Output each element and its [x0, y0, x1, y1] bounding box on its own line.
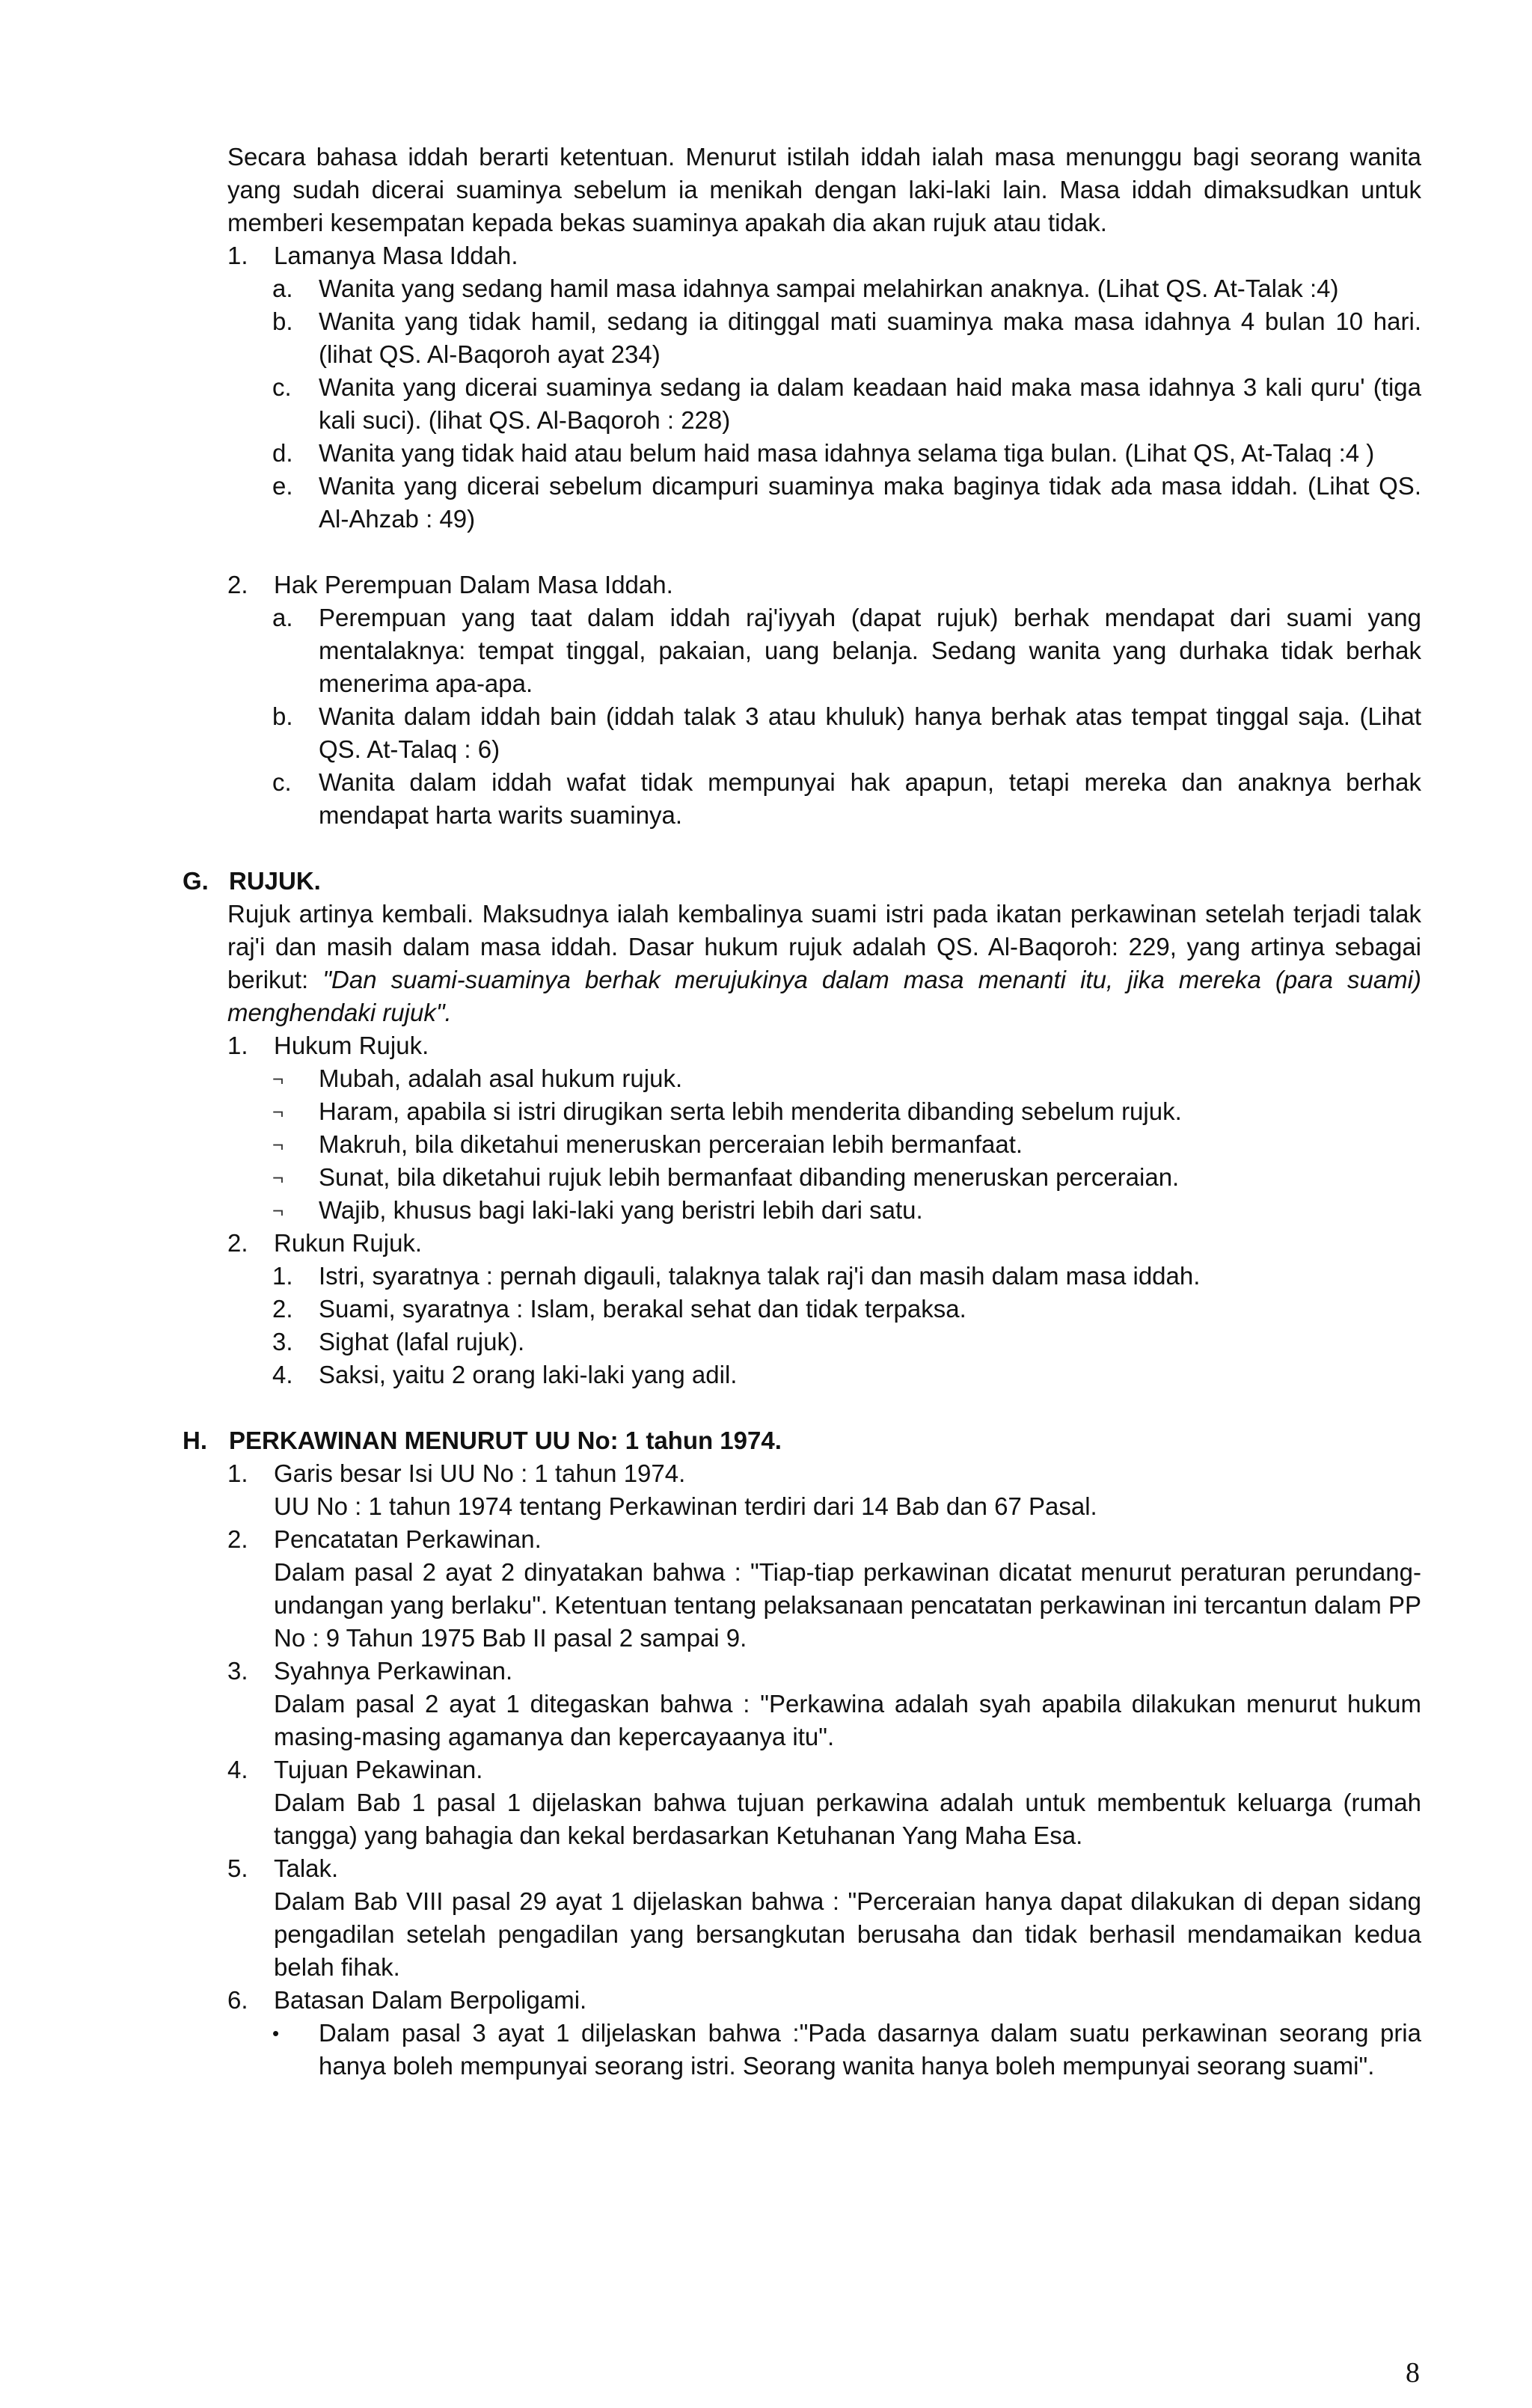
iddah-item-1	[227, 239, 1421, 272]
list-number: 2.	[227, 1229, 248, 1257]
list-item	[272, 1161, 1421, 1194]
section-letter: H.	[183, 1427, 207, 1454]
list-body	[274, 1457, 1421, 1523]
list-text: Dalam pasal 2 ayat 1 ditegaskan bahwa : "Perkawina adalah syah apabila dilakukan menurut hukum masing-masing agamanya dan kepercayaanya itu".	[274, 1690, 1421, 1750]
list-title: Tujuan Pekawinan.	[274, 1756, 483, 1783]
list-text: Wanita yang dicerai sebelum dicampuri suaminya maka baginya tidak ada masa iddah. (Lihat QS. Al-Ahzab : 49)	[319, 472, 1421, 533]
list-label: c.	[272, 373, 292, 401]
list-item	[272, 1260, 1421, 1293]
list-text: UU No : 1 tahun 1974 tentang Perkawinan terdiri dari 14 Bab dan 67 Pasal.	[274, 1492, 1097, 1520]
list-text: Dalam Bab VIII pasal 29 ayat 1 dijelaskan bahwa : "Perceraian hanya dapat dilakukan di depan sidang pengadilan setelah pengadilan yang bersangkutan berusaha dan tidak berhasil mendamaikan kedua belah fihak.	[274, 1887, 1421, 1981]
list-text: Wanita dalam iddah wafat tidak mempunyai hak apapun, tetapi mereka dan anaknya berhak mendapat harta warits suaminya.	[319, 768, 1421, 829]
list-item	[272, 1194, 1421, 1227]
list-number: 1.	[227, 242, 248, 269]
hukum-rujuk-list	[272, 1062, 1421, 1227]
list-item	[272, 2017, 1421, 2083]
list-item	[272, 470, 1421, 536]
list-body	[274, 1984, 1421, 2017]
list-label: c.	[272, 768, 292, 796]
list-label: a.	[272, 275, 293, 302]
list-item	[272, 601, 1421, 700]
not-sign-bullet-icon: ¬	[272, 1100, 284, 1123]
list-number: 1.	[227, 1459, 248, 1487]
iddah-item-2	[227, 569, 1421, 601]
rujuk-paragraph	[227, 898, 1421, 1029]
list-item	[227, 1984, 1421, 2017]
list-item	[227, 1655, 1421, 1753]
rujuk-text: Rujuk artinya kembali. Maksudnya ialah kembalinya suami istri pada ikatan perkawinan setelah terjadi talak raj'i dan masih dalam masa iddah. Dasar hukum rujuk adalah QS. Al-Baqoroh: 229, yang artinya sebagai berikut:	[227, 900, 1421, 993]
list-text: Wanita yang sedang hamil masa idahnya sampai melahirkan anaknya. (Lihat QS. At-Talak :4)	[319, 275, 1339, 302]
list-text: Makruh, bila diketahui meneruskan perceraian lebih bermanfaat.	[319, 1130, 1023, 1158]
spacer	[183, 832, 1421, 865]
list-text: Perempuan yang taat dalam iddah raj'iyyah (dapat rujuk) berhak mendapat dari suami yang mentalaknya: tempat tinggal, pakaian, uang belanja. Sedang wanita yang durhaka tidak berhak menerima apa-apa.	[319, 604, 1421, 697]
list-item	[272, 1293, 1421, 1326]
iddah-sublist-1	[272, 272, 1421, 536]
list-text: Wajib, khusus bagi laki-laki yang beristri lebih dari satu.	[319, 1196, 923, 1224]
not-sign-bullet-icon: ¬	[272, 1166, 284, 1189]
list-text: Wanita yang tidak hamil, sedang ia ditinggal mati suaminya maka masa idahnya 4 bulan 10 hari. (lihat QS. Al-Baqoroh ayat 234)	[319, 307, 1421, 368]
list-label: b.	[272, 702, 293, 730]
rujuk-quote: "Dan suami-suaminya berhak merujukinya dalam masa menanti itu, jika mereka (para suami) menghendaki rujuk".	[227, 966, 1421, 1026]
section-letter: G.	[183, 867, 209, 895]
rujuk-list	[227, 1029, 1421, 1391]
spacer	[227, 536, 1421, 569]
list-number: 5.	[227, 1854, 248, 1882]
list-number: 6.	[227, 1986, 248, 2014]
bullet-icon: •	[272, 2022, 280, 2044]
list-body	[274, 1753, 1421, 1852]
not-sign-bullet-icon: ¬	[272, 1067, 284, 1090]
list-number: 3.	[227, 1657, 248, 1685]
list-title: Hukum Rujuk.	[274, 1032, 429, 1059]
section-g-heading	[183, 865, 1421, 898]
not-sign-bullet-icon: ¬	[272, 1133, 284, 1156]
rujuk-item-2	[227, 1227, 1421, 1260]
list-item	[272, 272, 1421, 305]
section-h-heading	[183, 1424, 1421, 1457]
list-label: e.	[272, 472, 293, 500]
iddah-sublist-2	[272, 601, 1421, 832]
list-label: b.	[272, 307, 293, 335]
list-item	[272, 1358, 1421, 1391]
list-item	[272, 1062, 1421, 1095]
list-body	[274, 1523, 1421, 1655]
list-number: 4.	[227, 1756, 248, 1783]
section-title: RUJUK.	[229, 867, 321, 895]
list-item	[227, 1457, 1421, 1523]
list-body	[274, 1655, 1421, 1753]
not-sign-bullet-icon: ¬	[272, 1199, 284, 1222]
list-item	[272, 1128, 1421, 1161]
list-text: Dalam pasal 3 ayat 1 diljelaskan bahwa :"Pada dasarnya dalam suatu perkawinan seorang pria hanya boleh mempunyai seorang istri. Seorang wanita hanya boleh mempunyai seorang suami".	[319, 2019, 1421, 2080]
list-item	[272, 437, 1421, 470]
list-text: Suami, syaratnya : Islam, berakal sehat dan tidak terpaksa.	[319, 1295, 966, 1323]
list-number: 1.	[227, 1032, 248, 1059]
list-number: 2.	[227, 571, 248, 598]
page-number: 8	[1406, 2357, 1420, 2389]
section-title: PERKAWINAN MENURUT UU No: 1 tahun 1974.	[229, 1427, 782, 1454]
iddah-list	[227, 239, 1421, 832]
list-text: Haram, apabila si istri dirugikan serta lebih menderita dibanding sebelum rujuk.	[319, 1097, 1182, 1125]
list-label: 2.	[272, 1295, 293, 1323]
rukun-rujuk-list	[272, 1260, 1421, 1391]
list-title: Lamanya Masa Iddah.	[274, 242, 518, 269]
list-item	[227, 1852, 1421, 1984]
list-label: a.	[272, 604, 293, 631]
list-text: Wanita yang dicerai suaminya sedang ia dalam keadaan haid maka masa idahnya 3 kali quru' (tiga kali suci). (lihat QS. Al-Baqoroh : 228)	[319, 373, 1421, 434]
list-title: Garis besar Isi UU No : 1 tahun 1974.	[274, 1459, 686, 1487]
list-text: Istri, syaratnya : pernah digauli, talaknya talak raj'i dan masih dalam masa iddah.	[319, 1262, 1201, 1290]
spacer	[183, 1391, 1421, 1424]
list-item	[272, 766, 1421, 832]
page-content	[183, 141, 1421, 2083]
list-title: Pencatatan Perkawinan.	[274, 1525, 542, 1553]
list-label: 4.	[272, 1361, 293, 1388]
intro-paragraph: Secara bahasa iddah berarti ketentuan. Menurut istilah iddah ialah masa menunggu bagi seorang wanita yang sudah dicerai suaminya sebelum ia menikah dengan laki-laki lain. Masa iddah dimaksudkan untuk memberi kesempatan kepada bekas suaminya apakah dia akan rujuk atau tidak.	[227, 143, 1421, 236]
list-label: d.	[272, 439, 293, 467]
list-text: Wanita yang tidak haid atau belum haid masa idahnya selama tiga bulan. (Lihat QS, At-Talaq :4 )	[319, 439, 1375, 467]
list-label: 3.	[272, 1328, 293, 1355]
list-title: Rukun Rujuk.	[274, 1229, 423, 1257]
list-title: Syahnya Perkawinan.	[274, 1657, 513, 1685]
list-text: Wanita dalam iddah bain (iddah talak 3 atau khuluk) hanya berhak atas tempat tinggal saja. (Lihat QS. At-Talaq : 6)	[319, 702, 1421, 763]
list-text: Dalam Bab 1 pasal 1 dijelaskan bahwa tujuan perkawina adalah untuk membentuk keluarga (rumah tangga) yang bahagia dan kekal berdasarkan Ketuhanan Yang Maha Esa.	[274, 1789, 1421, 1849]
list-title: Talak.	[274, 1854, 339, 1882]
list-text: Sunat, bila diketahui rujuk lebih bermanfaat dibanding meneruskan perceraian.	[319, 1163, 1180, 1191]
perkawinan-list	[227, 1457, 1421, 2083]
list-text: Dalam pasal 2 ayat 2 dinyatakan bahwa : "Tiap-tiap perkawinan dicatat menurut peraturan perundang-undangan yang berlaku". Ketentuan tentang pelaksanaan pencatatan perkawinan ini tercantun dalam PP No : 9 Tahun 1975 Bab II pasal 2 sampai 9.	[274, 1558, 1421, 1652]
list-item	[272, 371, 1421, 437]
list-item	[227, 1753, 1421, 1852]
list-item	[227, 1523, 1421, 1655]
list-text: Mubah, adalah asal hukum rujuk.	[319, 1064, 683, 1092]
list-item	[272, 305, 1421, 371]
list-title: Hak Perempuan Dalam Masa Iddah.	[274, 571, 673, 598]
list-item	[272, 1326, 1421, 1358]
poligami-bullets	[272, 2017, 1421, 2083]
list-number: 2.	[227, 1525, 248, 1553]
list-title: Batasan Dalam Berpoligami.	[274, 1986, 587, 2014]
list-item	[272, 1095, 1421, 1128]
list-body	[274, 1852, 1421, 1984]
list-item	[272, 700, 1421, 766]
list-text: Sighat (lafal rujuk).	[319, 1328, 525, 1355]
list-label: 1.	[272, 1262, 293, 1290]
rujuk-item-1	[227, 1029, 1421, 1062]
list-text: Saksi, yaitu 2 orang laki-laki yang adil.	[319, 1361, 738, 1388]
